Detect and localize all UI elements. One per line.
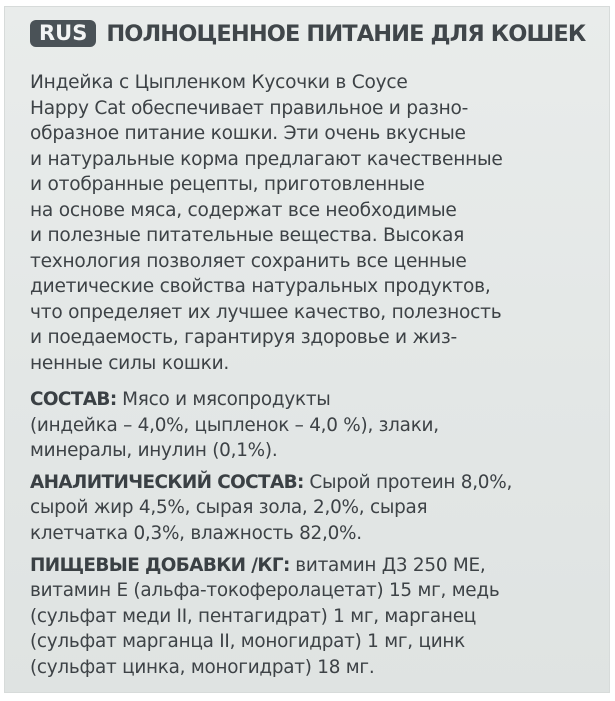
composition-section xyxy=(30,387,608,464)
analytical-first-line xyxy=(30,470,608,496)
additives-line: (сульфат марганца II, моногидрат) 1 мг, цинк xyxy=(30,631,466,653)
additives-line: витамин Е (альфа-токоферолацетат) 15 мг, медь xyxy=(30,580,500,602)
additives-text: витамин Д3 250 МЕ, xyxy=(289,554,486,576)
description-line: Happy Cat обеспечивает правильное и разно- xyxy=(30,97,469,119)
page-title: ПОЛНОЦЕННОЕ ПИТАНИЕ ДЛЯ КОШЕК xyxy=(106,20,586,47)
additives-section xyxy=(30,553,608,681)
description-line: ненные силы кошки. xyxy=(30,352,230,374)
description-line: образное питание кошки. Эти очень вкусные xyxy=(30,123,466,144)
description-line: и натуральные корма предлагают качественные xyxy=(30,148,503,170)
composition-line: (индейка – 4,0%, цыпленок – 4,0 %), злаки, xyxy=(30,414,439,436)
product-description xyxy=(30,70,608,376)
additives-line: (сульфат меди II, пентагидрат) 1 мг, марганец xyxy=(30,605,477,627)
additives-line: (сульфат цинка, моногидрат) 18 мг. xyxy=(30,656,375,678)
nutrition-sections xyxy=(30,387,608,681)
description-line: технология позволяет сохранить все ценные xyxy=(30,250,467,272)
composition-line: минералы, инулин (0,1%). xyxy=(30,440,278,462)
analytical-label: АНАЛИТИЧЕСКИЙ СОСТАВ: xyxy=(30,471,304,493)
analytical-section xyxy=(30,470,608,547)
description-line: что определяет их лучшее качество, полезность xyxy=(30,301,502,323)
description-line: диетические свойства натуральных продуктов, xyxy=(30,276,491,297)
composition-text: Мясо и мясопродукты xyxy=(116,389,331,410)
description-line: на основе мяса, содержат все необходимые xyxy=(30,199,457,221)
additives-first-line xyxy=(30,553,608,579)
additives-label: ПИЩЕВЫЕ ДОБАВКИ /КГ: xyxy=(30,554,290,576)
description-line: и поедаемость, гарантируя здоровье и жиз- xyxy=(30,327,457,348)
analytical-line: клетчатка 0,3%, влажность 82,0%. xyxy=(30,522,362,544)
analytical-line: сырой жир 4,5%, сырая зола, 2,0%, сырая xyxy=(30,497,428,519)
analytical-text: Сырой протеин 8,0%, xyxy=(303,471,513,493)
header xyxy=(30,20,585,47)
label-panel xyxy=(4,6,610,693)
composition-first-line xyxy=(30,387,608,413)
description-line: и отобранные рецепты, приготовленные xyxy=(30,174,425,195)
composition-label: СОСТАВ: xyxy=(30,389,117,410)
language-badge: RUS xyxy=(30,20,96,47)
description-line: Индейка с Цыпленком Кусочки в Соусе xyxy=(30,72,408,93)
description-line: и полезные питательные вещества. Высокая xyxy=(30,225,465,246)
